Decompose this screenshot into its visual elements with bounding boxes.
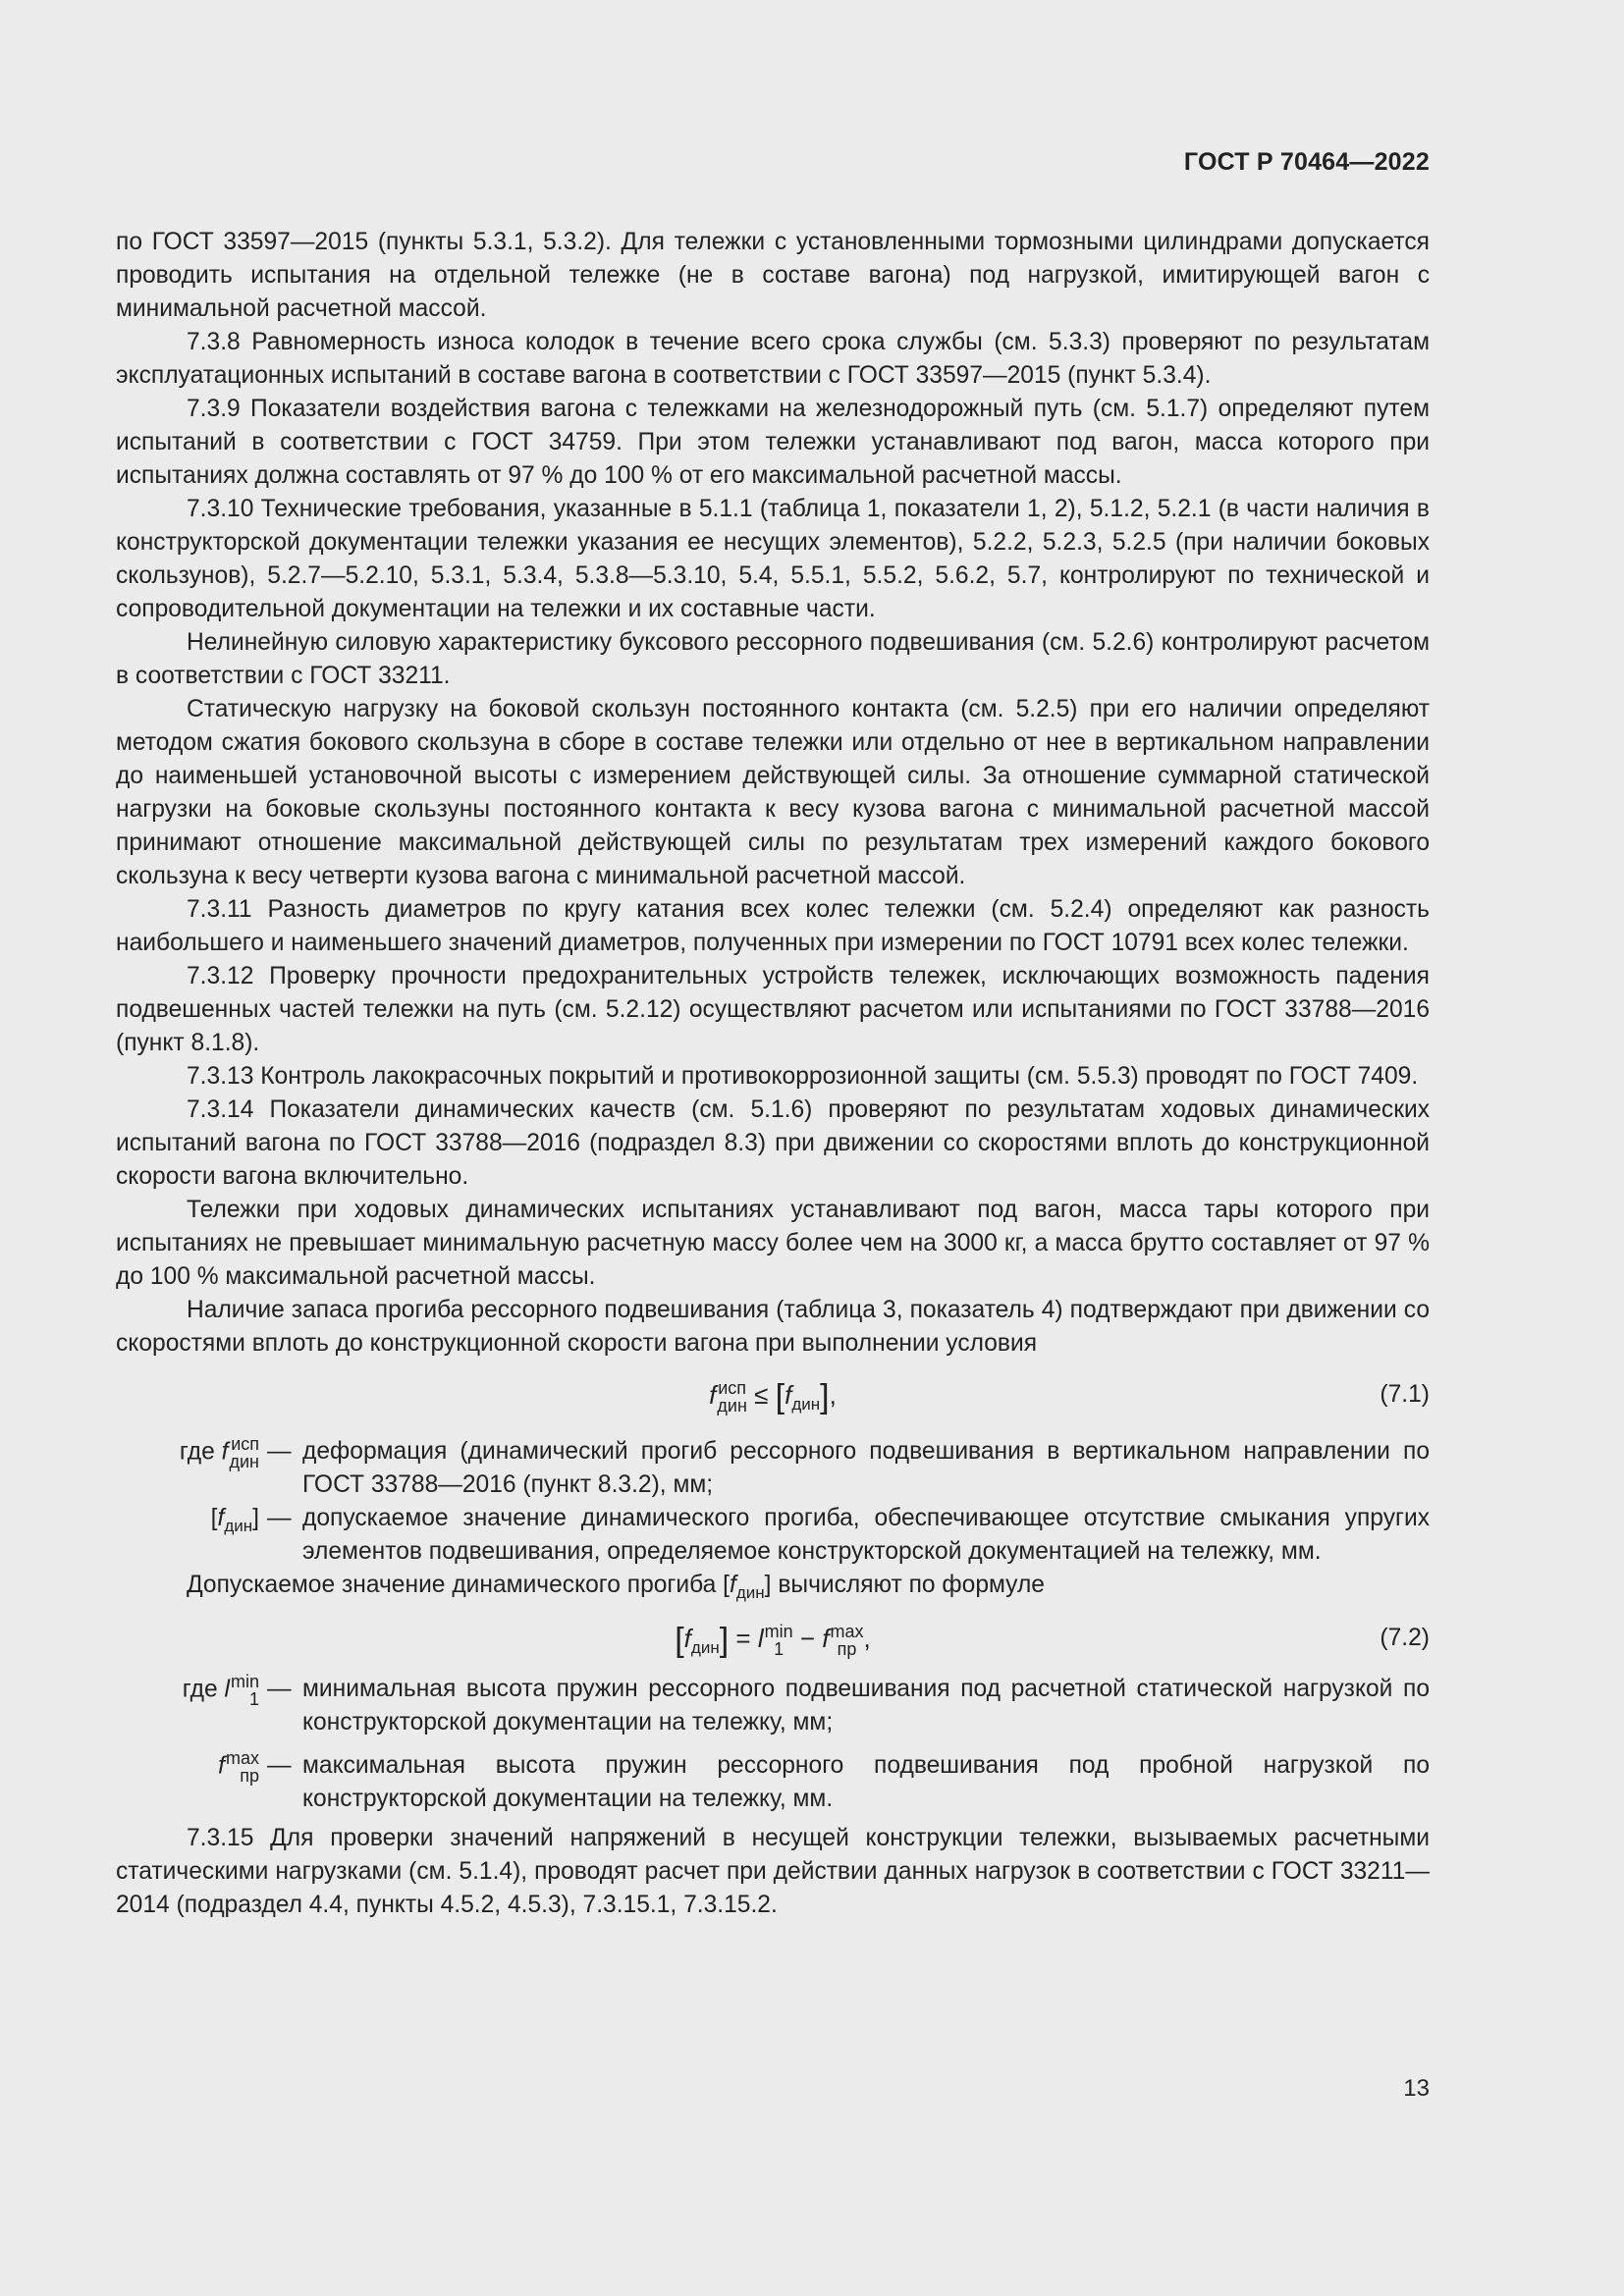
- formula-7-1-number: (7.1): [1380, 1381, 1430, 1408]
- formula-7-1-expression: f исп дин ≤ $[f_{дин}]$,: [709, 1378, 837, 1416]
- paragraph-7-3-15: 7.3.15 Для проверки значений напряжений в несущей конструкции тележки, вызываемых расчетными статическими нагрузками (см. 5.1.4), проводят расчет при действии данных нагрузок в соответствии с ГОСТ 33211—2014 (подраздел 4.4, пункты 4.5.2, 4.5.3), 7.3.15.1, 7.3.15.2.: [116, 1824, 1430, 1918]
- formula-7-1-definitions: [116, 1435, 1430, 1569]
- paragraph-deflection-reserve: Наличие запаса прогиба рессорного подвешивания (таблица 3, показатель 4) подтверждают при движении со скоростями вплоть до конструкционной скорости вагона при выполнении условия: [116, 1297, 1430, 1357]
- paragraph-7-3-8: 7.3.8 Равномерность износа колодок в течение всего срока службы (см. 5.3.3) проверяют по результатам эксплуатационных испытаний в составе вагона в соответствии с ГОСТ 33597—2015 (пункт 5.3.4).: [116, 329, 1430, 389]
- paragraph-bogies-tests: Тележки при ходовых динамических испытаниях устанавливают под вагон, масса тары которого при испытаниях не превышает минимальную расчетную массу более чем на 3000 кг, а масса брутто составляет от 97 % до 100 % максимальной расчетной массы.: [116, 1197, 1430, 1290]
- definition-l1-min: где l min 1 — минимальная высота пружин рессорного подвешивания под расчетной статической нагрузкой по конструкторской документации на тележку, мм;: [182, 1671, 1430, 1735]
- paragraph-allowed-value: Допускаемое значение динамического прогиба $[f_{дин}]$ вычисляют по формуле: [187, 1572, 1045, 1602]
- definition-f-pr-max: f max пр — максимальная высота пружин рессорного подвешивания под пробной нагрузкой по конструкторской документации на тележку, мм.: [218, 1747, 1430, 1812]
- page-number: 13: [1403, 2075, 1430, 2102]
- definition-f-din-isp: где f исп дин — деформация (динамический прогиб рессорного подвешивания в вертикальном направлении по ГОСТ 33788—2016 (пункт 8.3.2), мм;: [179, 1434, 1430, 1498]
- formula-7-2-expression: $[f_{дин}] = l$ min 1 − f max пр ,: [675, 1622, 871, 1660]
- formula-7-2-definitions: [116, 1673, 1430, 1816]
- paragraph-7-3-10: 7.3.10 Технические требования, указанные в 5.1.1 (таблица 1, показатели 1, 2), 5.1.2, 5.2.1 (в части наличия в конструкторской документации тележки указания ее несущих элементов), 5.2.2, 5.2.3, 5.2.5 (при наличии боковых скользунов), 5.2.7—5.2.10, 5.3.1, 5.3.4, 5.3.8—5.3.10, 5.4, 5.5.1, 5.5.2, 5.6.2, 5.7, контролируют по технической и сопроводительной документации на тележки и их составные части.: [116, 496, 1430, 622]
- formula-7-1: [116, 1368, 1430, 1423]
- paragraph-7-3-12: 7.3.12 Проверку прочности предохранительных устройств тележек, исключающих возможность падения подвешенных частей тележки на путь (см. 5.2.12) осуществляют расчетом или испытаниями по ГОСТ 33788—2016 (пункт 8.1.8).: [116, 963, 1430, 1056]
- definition-f-din-allowed: $[f_{дин}]$ — допускаемое значение динамического прогиба, обеспечивающее отсутствие смыкания упругих элементов подвешивания, определяемое конструкторской документацией на тележку, мм.: [210, 1505, 1430, 1565]
- paragraph-7-3-13: 7.3.13 Контроль лакокрасочных покрытий и противокоррозионной защиты (см. 5.5.3) проводят по ГОСТ 7409.: [187, 1063, 1419, 1090]
- document-body: [116, 226, 1430, 1922]
- formula-7-2: [116, 1612, 1430, 1667]
- formula-7-2-number: (7.2): [1380, 1624, 1430, 1651]
- paragraph-7-3-14: 7.3.14 Показатели динамических качеств (см. 5.1.6) проверяют по результатам ходовых динамических испытаний вагона по ГОСТ 33788—2016 (подраздел 8.3) при движении со скоростями вплоть до конструкционной скорости вагона включительно.: [116, 1096, 1430, 1190]
- document-header: ГОСТ Р 70464—2022: [1183, 148, 1430, 176]
- paragraph-continuation: по ГОСТ 33597—2015 (пункты 5.3.1, 5.3.2). Для тележки с установленными тормозными цилиндрами допускается проводить испытания на отдельной тележке (не в составе вагона) под нагрузкой, имитирующей вагон с минимальной расчетной массой.: [116, 229, 1430, 322]
- paragraph-nonlinear: Нелинейную силовую характеристику буксового рессорного подвешивания (см. 5.2.6) контролируют расчетом в соответствии с ГОСТ 33211.: [116, 629, 1430, 689]
- paragraph-7-3-11: 7.3.11 Разность диаметров по кругу катания всех колес тележки (см. 5.2.4) определяют как разность наибольшего и наименьшего значений диаметров, полученных при измерении по ГОСТ 10791 всех колес тележки.: [116, 896, 1430, 956]
- paragraph-7-3-9: 7.3.9 Показатели воздействия вагона с тележками на железнодорожный путь (см. 5.1.7) определяют путем испытаний в соответствии с ГОСТ 34759. При этом тележки устанавливают под вагон, масса которого при испытаниях должна составлять от 97 % до 100 % от его максимальной расчетной массы.: [116, 396, 1430, 489]
- paragraph-static-load: Статическую нагрузку на боковой скользун постоянного контакта (см. 5.2.5) при его наличии определяют методом сжатия бокового скользуна в сборе в составе тележки или отдельно от нее в вертикальном направлении до наименьшей установочной высоты с измерением действующей силы. За отношение суммарной статической нагрузки на боковые скользуны постоянного контакта к весу кузова вагона с минимальной расчетной массой принимают отношение максимальной действующей силы по результатам трех измерений каждого бокового скользуна к весу четверти кузова вагона с минимальной расчетной массой.: [116, 696, 1430, 889]
